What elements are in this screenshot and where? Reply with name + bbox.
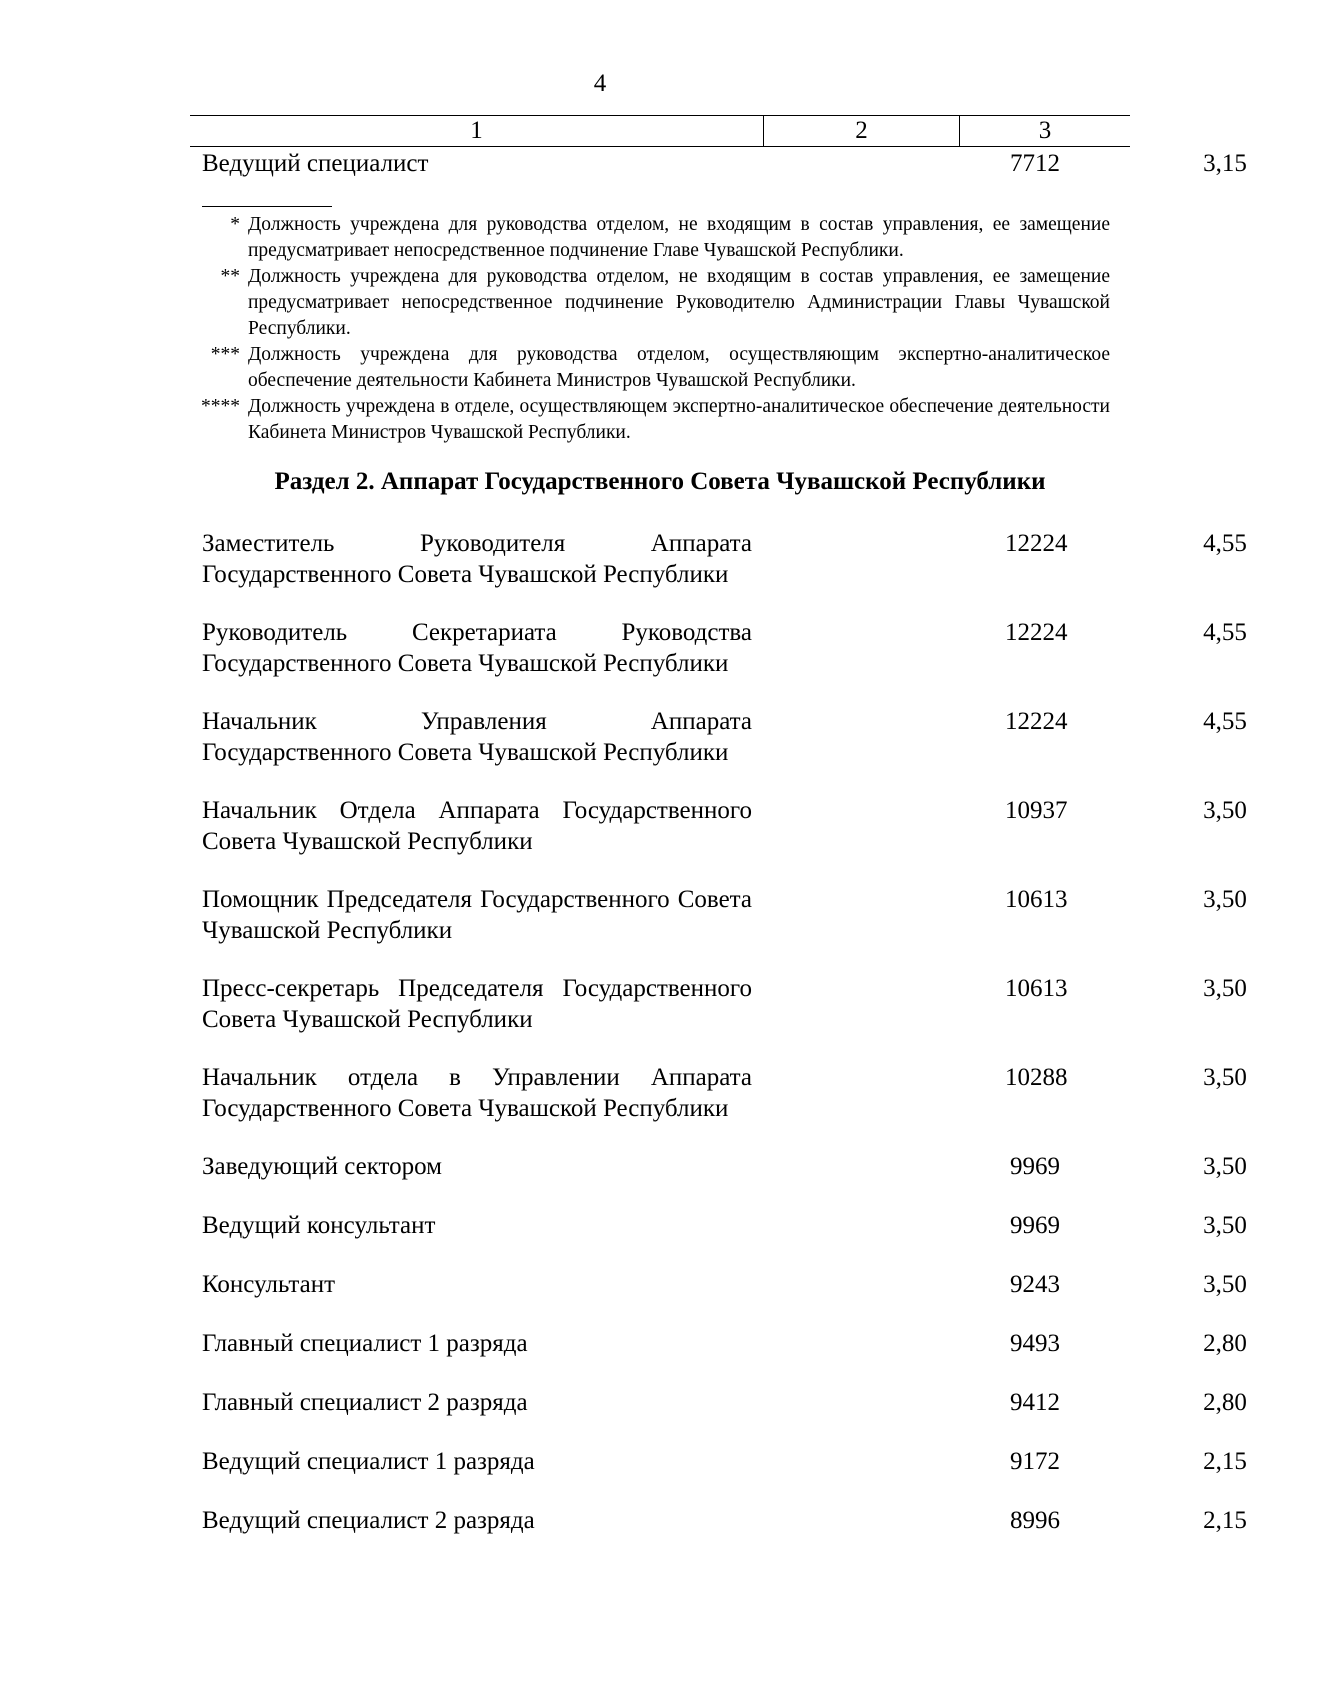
- footnote-text: Должность учреждена для руководства отделом, не входящим в состав управления, ее замещение предусматривает непосредственное подчинение Руководителю Администрации Главы Чувашской Республики.: [248, 266, 1110, 339]
- footnote: [190, 394, 1110, 446]
- footnote-divider: [202, 206, 332, 207]
- footnote-mark: **: [220, 266, 240, 287]
- footnote-mark: *: [230, 214, 240, 235]
- salary-value: 7712: [1010, 150, 1060, 177]
- footnote: [190, 342, 1110, 394]
- salary-value: 9969: [1010, 1212, 1060, 1239]
- coefficient-value: 4,55: [1203, 708, 1247, 735]
- footnote: [190, 212, 1110, 264]
- footnote-text: Должность учреждена для руководства отделом, не входящим в состав управления, ее замещение предусматривает непосредственное подчинение Главе Чувашской Республики.: [248, 214, 1110, 261]
- coefficient-value: 4,55: [1203, 619, 1247, 646]
- salary-value: 9969: [1010, 1153, 1060, 1180]
- coefficient-value: 2,15: [1203, 1507, 1247, 1534]
- coefficient-value: 2,80: [1203, 1330, 1247, 1357]
- salary-value: 9493: [1010, 1330, 1060, 1357]
- page-number: 4: [593, 70, 607, 97]
- footnote-mark: ****: [201, 396, 240, 417]
- coefficient-value: 3,50: [1203, 797, 1247, 824]
- coefficient-value: 3,50: [1203, 1064, 1247, 1091]
- coefficient-value: 3,15: [1203, 150, 1247, 177]
- salary-value: 9243: [1010, 1271, 1060, 1298]
- coefficient-value: 3,50: [1203, 1153, 1247, 1180]
- salary-value: 12224: [1005, 708, 1068, 735]
- footnote: [190, 264, 1110, 342]
- table-header: [190, 115, 1130, 147]
- footnote-text: Должность учреждена в отделе, осуществляющем экспертно-аналитическое обеспечение деятельности Кабинета Министров Чувашской Республики.: [248, 396, 1110, 443]
- salary-value: 10288: [1005, 1064, 1068, 1091]
- column-header-3: 3: [1038, 117, 1052, 144]
- position-name: Руководитель Секретариата Руководства Государственного Совета Чувашской Республики: [202, 619, 752, 677]
- salary-value: 12224: [1005, 619, 1068, 646]
- position-name: Ведущий специалист 2 разряда: [202, 1507, 535, 1534]
- position-name: Пресс-секретарь Председателя Государственного Совета Чувашской Республики: [202, 975, 752, 1033]
- salary-value: 9172: [1010, 1448, 1060, 1475]
- position-name: Помощник Председателя Государственного Совета Чувашской Республики: [202, 886, 752, 944]
- position-name: Консультант: [202, 1271, 336, 1298]
- coefficient-value: 3,50: [1203, 975, 1247, 1002]
- salary-value: 12224: [1005, 530, 1068, 557]
- section-title: Раздел 2. Аппарат Государственного Совета Чувашской Республики: [274, 468, 1046, 495]
- position-name: Главный специалист 1 разряда: [202, 1330, 528, 1357]
- column-header-1: 1: [190, 116, 764, 146]
- coefficient-value: 2,80: [1203, 1389, 1247, 1416]
- footnote-text: Должность учреждена для руководства отделом, осуществляющим экспертно-аналитическое обеспечение деятельности Кабинета Министров Чувашской Республики.: [248, 344, 1110, 391]
- coefficient-value: 4,55: [1203, 530, 1247, 557]
- position-name: Начальник отдела в Управлении Аппарата Государственного Совета Чувашской Республики: [202, 1064, 752, 1122]
- position-name: Ведущий специалист: [202, 150, 429, 177]
- position-name: Начальник Отдела Аппарата Государственного Совета Чувашской Республики: [202, 797, 752, 855]
- salary-value: 8996: [1010, 1507, 1060, 1534]
- coefficient-value: 3,50: [1203, 1212, 1247, 1239]
- coefficient-value: 2,15: [1203, 1448, 1247, 1475]
- salary-value: 10613: [1005, 886, 1068, 913]
- coefficient-value: 3,50: [1203, 1271, 1247, 1298]
- column-header-2: 2: [764, 116, 960, 146]
- position-name: Начальник Управления Аппарата Государственного Совета Чувашской Республики: [202, 708, 752, 766]
- footnote-mark: ***: [210, 344, 240, 365]
- position-name: Заместитель Руководителя Аппарата Государственного Совета Чувашской Республики: [202, 530, 752, 588]
- position-name: Заведующий сектором: [202, 1153, 442, 1180]
- salary-value: 10937: [1005, 797, 1068, 824]
- coefficient-value: 3,50: [1203, 886, 1247, 913]
- position-name: Ведущий специалист 1 разряда: [202, 1448, 535, 1475]
- position-name: Ведущий консультант: [202, 1212, 436, 1239]
- salary-value: 9412: [1010, 1389, 1060, 1416]
- position-name: Главный специалист 2 разряда: [202, 1389, 528, 1416]
- salary-value: 10613: [1005, 975, 1068, 1002]
